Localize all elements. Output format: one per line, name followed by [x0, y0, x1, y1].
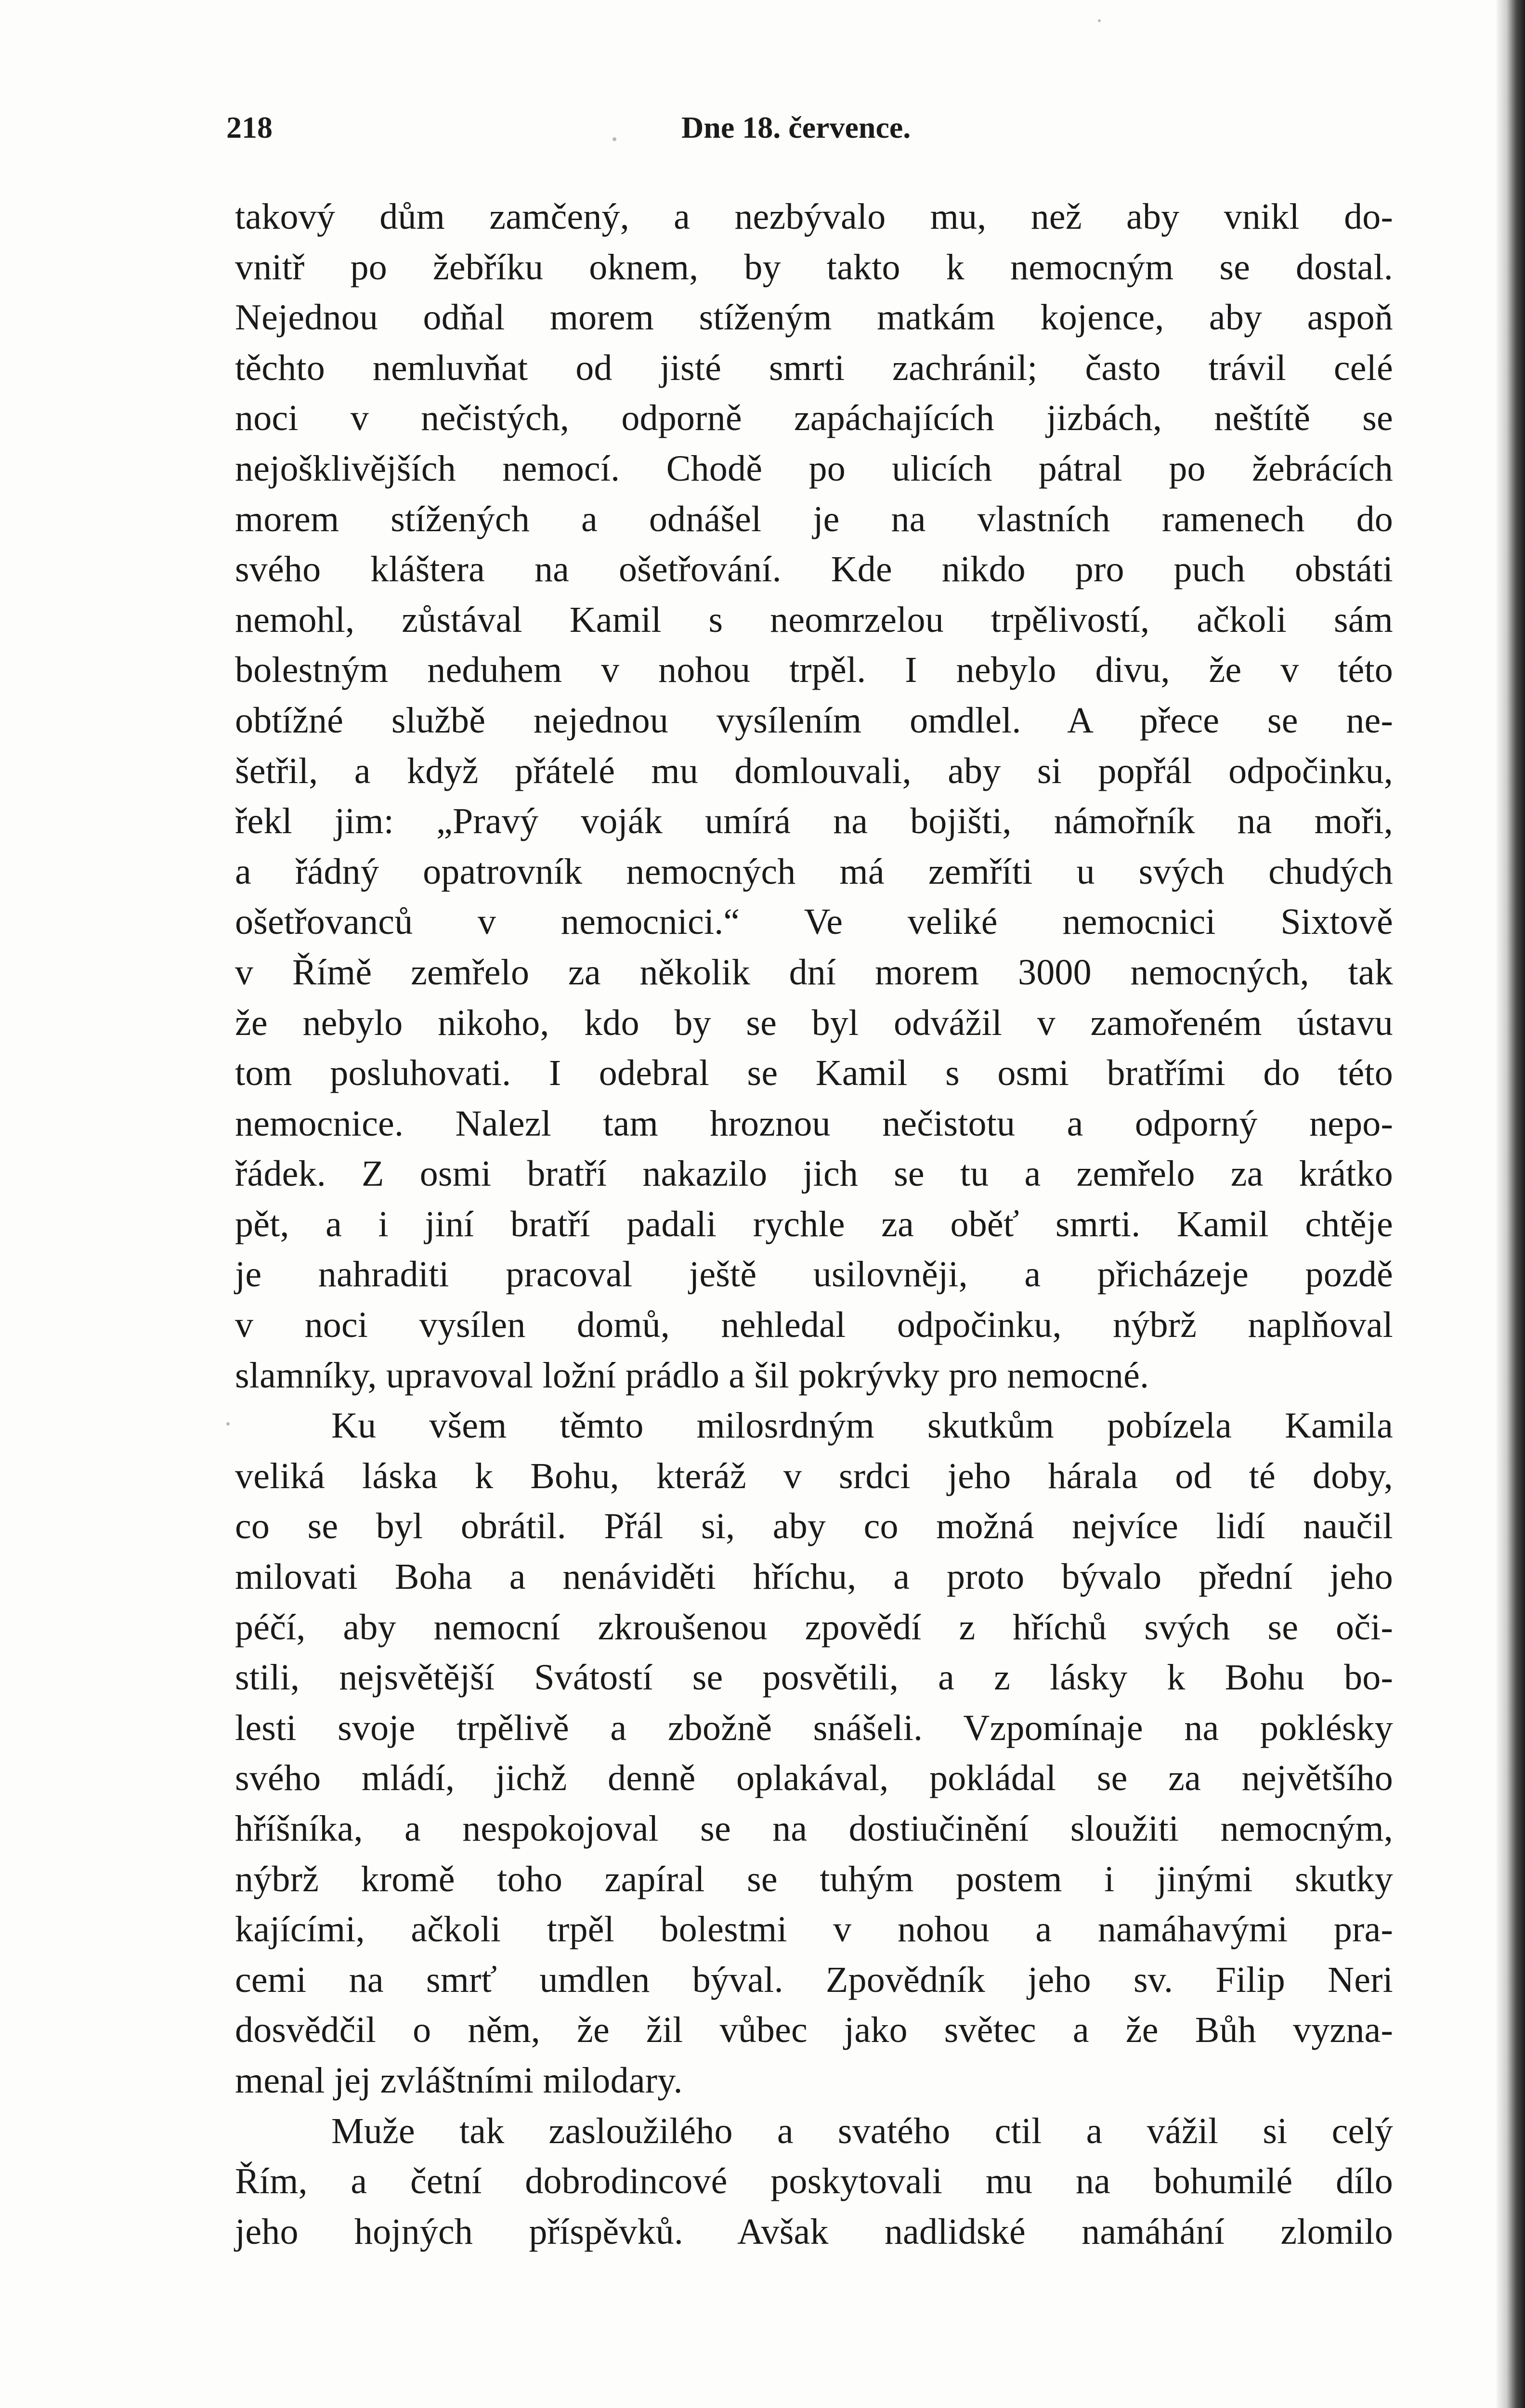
- text-line: morem stížených a odnášel je na vlastních ramenech do: [235, 498, 1393, 539]
- scan-page-edge: [1497, 0, 1525, 2408]
- text-line: obtížné službě nejednou vysílením omdlel. A přece se ne-: [235, 700, 1393, 741]
- text-line: lesti svoje trpělivě a zbožně snášeli. Vzpomínaje na poklésky: [235, 1707, 1393, 1748]
- text-line: svého kláštera na ošetřování. Kde nikdo pro puch obstáti: [235, 549, 1393, 590]
- text-line: nejošklivějších nemocí. Chodě po ulicích pátral po žebrácích: [235, 448, 1393, 489]
- running-head: Dne 18. července.: [681, 110, 911, 144]
- text-line: kajícími, ačkoli trpěl bolestmi v nohou a namáhavými pra-: [235, 1909, 1393, 1950]
- paragraph-first-line: Muže tak zasloužilého a svatého ctil a vážil si celý: [331, 2110, 1393, 2151]
- text-line: a řádný opatrovník nemocných má zemříti u svých chudých: [235, 851, 1393, 892]
- text-line: v noci vysílen domů, nehledal odpočinku, nýbrž naplňoval: [235, 1305, 1393, 1346]
- page-header: [226, 110, 968, 153]
- text-line: cemi na smrť umdlen býval. Zpovědník jeho sv. Filip Neri: [235, 1959, 1393, 2000]
- text-line: jeho hojných příspěvků. Avšak nadlidské namáhání zlomilo: [235, 2211, 1393, 2252]
- text-line: milovati Boha a nenáviděti hříchu, a proto bývalo přední jeho: [235, 1557, 1393, 1597]
- text-line: takový dům zamčený, a nezbývalo mu, než aby vnikl do-: [235, 196, 1393, 237]
- text-line: Nejednou odňal morem stíženým matkám kojence, aby aspoň: [235, 297, 1393, 338]
- text-line: tom posluhovati. I odebral se Kamil s osmi bratřími do této: [235, 1053, 1393, 1094]
- text-line: v Římě zemřelo za několik dní morem 3000 nemocných, tak: [235, 952, 1393, 993]
- text-line: je nahraditi pracoval ještě usilovněji, a přicházeje pozdě: [235, 1254, 1393, 1295]
- text-line: řádek. Z osmi bratří nakazilo jich se tu a zemřelo za krátko: [235, 1153, 1393, 1194]
- text-line: menal jej zvláštními milodary.: [235, 2060, 683, 2101]
- text-line: slamníky, upravoval ložní prádlo a šil pokrývky pro nemocné.: [235, 1355, 1149, 1396]
- text-line: nemohl, zůstával Kamil s neomrzelou trpělivostí, ačkoli sám: [235, 599, 1393, 640]
- text-line: bolestným neduhem v nohou trpěl. I nebylo divu, že v této: [235, 650, 1393, 691]
- body-text: [235, 192, 1393, 2257]
- text-line: šetřil, a když přátelé mu domlouvali, aby si popřál odpočinku,: [235, 750, 1393, 791]
- text-line: ošetřovanců v nemocnici.“ Ve veliké nemocnici Sixtově: [235, 902, 1393, 942]
- text-line: dosvědčil o něm, že žil vůbec jako světec a že Bůh vyzna-: [235, 2010, 1393, 2051]
- text-line: veliká láska k Bohu, kteráž v srdci jeho hárala od té doby,: [235, 1455, 1393, 1496]
- text-line: vnitř po žebříku oknem, by takto k nemocným se dostal.: [235, 247, 1393, 288]
- text-line: Řím, a četní dobrodincové poskytovali mu na bohumilé dílo: [235, 2161, 1393, 2202]
- text-line: pět, a i jiní bratří padali rychle za oběť smrti. Kamil chtěje: [235, 1204, 1393, 1244]
- page-number: 218: [226, 110, 273, 144]
- text-line: noci v nečistých, odporně zapáchajících jizbách, neštítě se: [235, 398, 1393, 439]
- text-line: co se byl obrátil. Přál si, aby co možná nejvíce lidí naučil: [235, 1506, 1393, 1547]
- text-line: hříšníka, a nespokojoval se na dostiučinění sloužiti nemocným,: [235, 1808, 1393, 1849]
- text-line: nýbrž kromě toho zapíral se tuhým postem i jinými skutky: [235, 1858, 1393, 1899]
- text-line: svého mládí, jichž denně oplakával, pokládal se za největšího: [235, 1758, 1393, 1799]
- text-line: stili, nejsvětější Svátostí se posvětili, a z lásky k Bohu bo-: [235, 1657, 1393, 1698]
- text-line: péčí, aby nemocní zkroušenou zpovědí z hříchů svých se oči-: [235, 1607, 1393, 1648]
- text-line: těchto nemluvňat od jisté smrti zachránil; často trávil celé: [235, 347, 1393, 388]
- scan-speck: [226, 1422, 230, 1426]
- text-line: řekl jim: „Pravý voják umírá na bojišti, námořník na moři,: [235, 801, 1393, 842]
- paragraph-first-line: Ku všem těmto milosrdným skutkům pobízela Kamila: [331, 1405, 1393, 1446]
- text-line: že nebylo nikoho, kdo by se byl odvážil v zamořeném ústavu: [235, 1002, 1393, 1043]
- scan-speck: [1098, 19, 1101, 22]
- text-line: nemocnice. Nalezl tam hroznou nečistotu a odporný nepo-: [235, 1103, 1393, 1144]
